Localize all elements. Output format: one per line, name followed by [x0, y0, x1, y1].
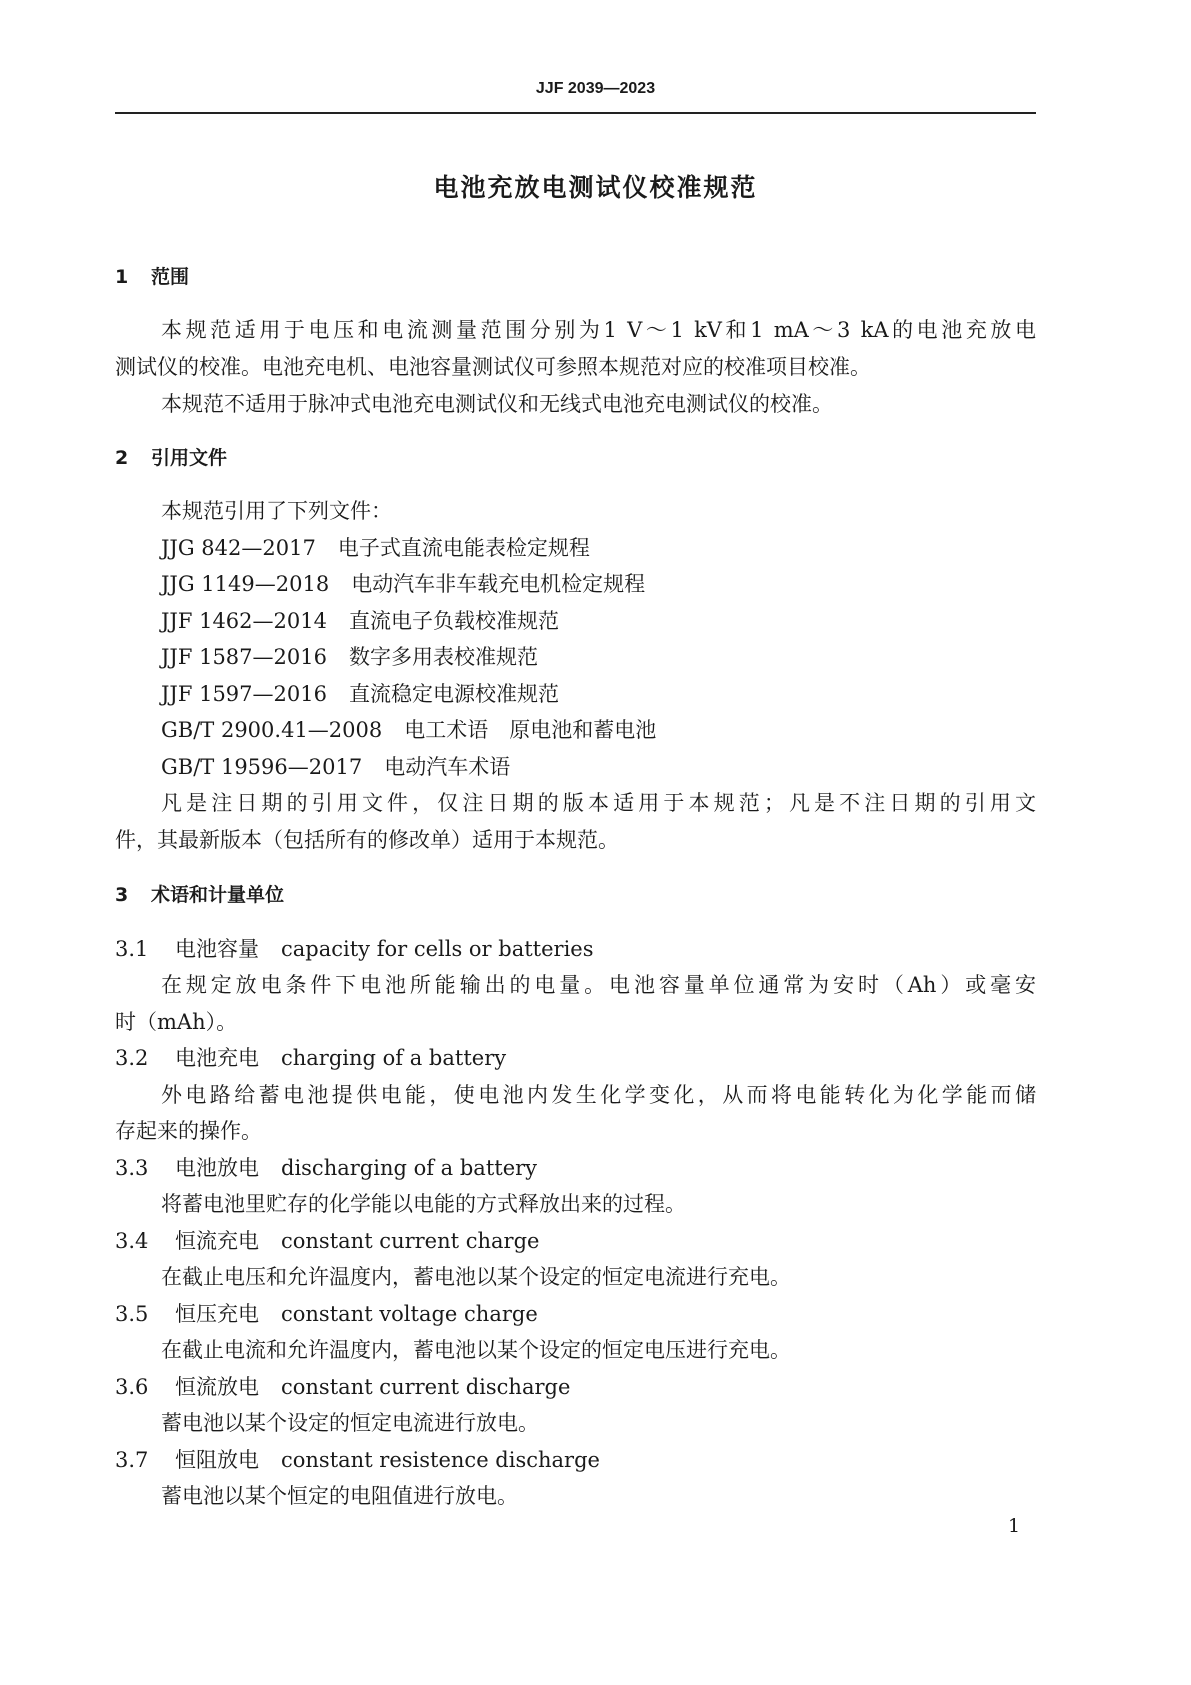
reference-item	[161, 566, 1036, 602]
paragraph-line: 本规范不适用于脉冲式电池充电测试仪和无线式电池充电测试仪的校准。	[161, 392, 833, 416]
term-zh: 恒阻放电	[175, 1448, 259, 1472]
section-title: 术语和计量单位	[151, 884, 285, 906]
term-definition: 在规定放电条件下电池所能输出的电量。电池容量单位通常为安时（Ah）或毫安	[161, 973, 1036, 997]
reference-item	[161, 639, 1036, 675]
term-heading	[115, 1369, 1036, 1405]
section-heading-terms	[115, 877, 1036, 913]
term-heading	[115, 1223, 1036, 1259]
section-number: 2	[115, 447, 129, 469]
paragraph-line: 本规范引用了下列文件：	[161, 499, 392, 523]
reference-name: 电工术语 原电池和蓄电池	[404, 718, 657, 742]
reference-item	[161, 712, 1036, 748]
section-title: 引用文件	[151, 447, 228, 469]
reference-name: 直流稳定电源校准规范	[348, 682, 559, 706]
reference-item	[161, 603, 1036, 639]
reference-code: GB/T 19596—2017	[161, 755, 363, 779]
term-definition: 在截止电流和允许温度内，蓄电池以某个设定的恒定电压进行充电。	[161, 1338, 791, 1362]
term-definition: 将蓄电池里贮存的化学能以电能的方式释放出来的过程。	[161, 1192, 686, 1216]
section-number: 1	[115, 266, 129, 288]
paragraph-line: 测试仪的校准。电池充电机、电池容量测试仪可参照本规范对应的校准项目校准。	[115, 355, 871, 379]
term-en: capacity for cells or batteries	[281, 937, 594, 961]
reference-code: JJG 842—2017	[161, 536, 316, 560]
term-en: constant resistence discharge	[281, 1448, 600, 1472]
term-heading	[115, 1442, 1036, 1478]
term-zh: 恒流放电	[175, 1375, 259, 1399]
term-definition: 蓄电池以某个恒定的电阻值进行放电。	[161, 1484, 518, 1508]
term-zh: 电池容量	[175, 937, 259, 961]
paragraph-line: 件，其最新版本（包括所有的修改单）适用于本规范。	[115, 828, 619, 852]
term-definition: 蓄电池以某个设定的恒定电流进行放电。	[161, 1411, 539, 1435]
reference-name: 直流电子负载校准规范	[348, 609, 559, 633]
reference-code: GB/T 2900.41—2008	[161, 718, 383, 742]
reference-name: 电动汽车术语	[384, 755, 511, 779]
term-definition: 存起来的操作。	[115, 1119, 262, 1143]
section-heading-scope	[115, 259, 1036, 295]
section-heading-references	[115, 440, 1036, 476]
reference-code: JJF 1462—2014	[161, 609, 327, 633]
term-number: 3.4	[115, 1229, 149, 1253]
term-number: 3.6	[115, 1375, 149, 1399]
reference-name: 数字多用表校准规范	[348, 645, 538, 669]
term-number: 3.5	[115, 1302, 149, 1326]
reference-item	[161, 749, 1036, 785]
reference-code: JJF 1587—2016	[161, 645, 327, 669]
reference-code: JJG 1149—2018	[161, 572, 330, 596]
term-en: charging of a battery	[281, 1046, 507, 1070]
section-title: 范围	[151, 266, 190, 288]
term-heading	[115, 1040, 1036, 1076]
term-heading	[115, 1296, 1036, 1332]
header-rule	[115, 112, 1036, 114]
reference-item	[161, 530, 1036, 566]
term-zh: 恒压充电	[175, 1302, 259, 1326]
section-number: 3	[115, 884, 129, 906]
term-en: constant current discharge	[281, 1375, 571, 1399]
term-definition: 外电路给蓄电池提供电能，使电池内发生化学变化，从而将电能转化为化学能而储	[161, 1083, 1036, 1107]
term-en: constant voltage charge	[281, 1302, 538, 1326]
term-zh: 电池充电	[175, 1046, 259, 1070]
document-header: JJF 2039—2023	[535, 80, 656, 97]
term-zh: 恒流充电	[175, 1229, 259, 1253]
page-number: 1	[1008, 1515, 1021, 1537]
reference-name: 电子式直流电能表检定规程	[337, 536, 590, 560]
paragraph-line: 本规范适用于电压和电流测量范围分别为1 V～1 kV和1 mA～3 kA的电池充放电	[161, 318, 1036, 342]
reference-item	[161, 676, 1036, 712]
term-en: constant current charge	[281, 1229, 540, 1253]
term-number: 3.2	[115, 1046, 149, 1070]
term-definition: 在截止电压和允许温度内，蓄电池以某个设定的恒定电流进行充电。	[161, 1265, 791, 1289]
term-number: 3.1	[115, 937, 149, 961]
document-title: 电池充放电测试仪校准规范	[433, 173, 758, 202]
term-en: discharging of a battery	[281, 1156, 538, 1180]
term-definition: 时（mAh）。	[115, 1010, 238, 1034]
term-heading	[115, 931, 1036, 967]
term-number: 3.3	[115, 1156, 149, 1180]
term-number: 3.7	[115, 1448, 149, 1472]
reference-name: 电动汽车非车载充电机检定规程	[351, 572, 646, 596]
term-zh: 电池放电	[175, 1156, 259, 1180]
term-heading	[115, 1150, 1036, 1186]
reference-code: JJF 1597—2016	[161, 682, 327, 706]
paragraph-line: 凡是注日期的引用文件，仅注日期的版本适用于本规范；凡是不注日期的引用文	[161, 791, 1036, 815]
